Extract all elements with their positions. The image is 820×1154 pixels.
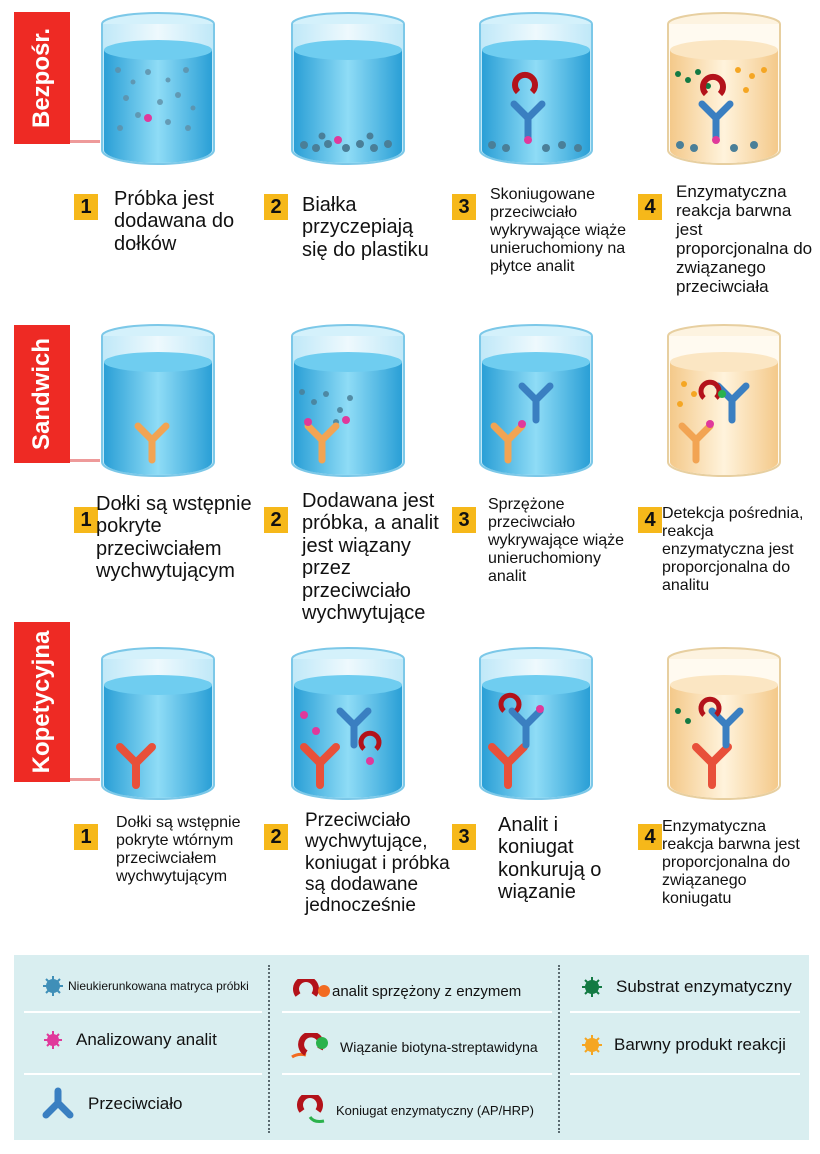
- step-number: 4: [638, 824, 662, 850]
- legend-label: Analizowany analit: [76, 1030, 217, 1049]
- colored-product-icon: [580, 1033, 604, 1057]
- step-number: 4: [638, 507, 662, 533]
- enzyme-conjugated-analyte-icon: [292, 979, 332, 1003]
- well-direct-3: [476, 10, 596, 170]
- step-number: 4: [638, 194, 662, 220]
- legend-item-substrate: [580, 975, 792, 999]
- tab-connector: [70, 778, 100, 781]
- legend-divider: [282, 1011, 552, 1013]
- row-label-sandwich: Sandwich: [28, 337, 55, 451]
- legend-item-conjugate: [296, 1095, 534, 1125]
- legend-label: Przeciwciało: [88, 1094, 183, 1113]
- legend-column-divider: [558, 965, 560, 1133]
- well-direct-1: [98, 10, 218, 170]
- legend-item-product: [580, 1033, 786, 1057]
- tab-connector: [70, 459, 100, 462]
- row-tab-direct: [14, 12, 70, 144]
- step-number: 1: [74, 194, 98, 220]
- legend-label: Koniugat enzymatyczny (AP/HRP): [336, 1102, 534, 1118]
- legend-item-matrix: [42, 975, 249, 997]
- analyte-icon: [42, 1029, 64, 1051]
- antibody-icon: [38, 1087, 78, 1121]
- row-label-direct: Bezpośr.: [28, 27, 55, 129]
- legend-divider: [24, 1011, 262, 1013]
- legend-item-antibody: [38, 1087, 182, 1121]
- legend-item-analyte: [42, 1029, 217, 1051]
- step-caption: Dołki są wstępnie pokryte przeciwciałem wychwytującym: [96, 493, 252, 583]
- step-number: 1: [74, 507, 98, 533]
- row-tab-competitive: [14, 622, 70, 782]
- step-caption: Detekcja pośrednia, reakcja enzymatyczna jest proporcjonalna do analitu: [662, 505, 804, 594]
- step-number: 3: [452, 507, 476, 533]
- step-number: 3: [452, 194, 476, 220]
- step-caption: Analit i koniugat konkurują o wiązanie: [498, 814, 602, 904]
- step-caption: Białka przyczepiają się do plastiku: [302, 194, 429, 261]
- row-label-competitive: Kopetycyjna: [28, 630, 55, 774]
- legend-label: Barwny produkt reakcji: [614, 1035, 786, 1054]
- tab-connector: [70, 140, 100, 143]
- step-caption: Sprzężone przeciwciało wykrywające wiąże unieruchomiony analit: [488, 496, 625, 585]
- legend-item-biotin: [290, 1033, 538, 1061]
- row-tab-sandwich: [14, 325, 70, 463]
- well-competitive-1: [98, 645, 218, 805]
- legend-label: Nieukierunkowana matryca próbki: [68, 979, 249, 993]
- legend-item-analyte-enzyme: [292, 979, 521, 1003]
- step-caption: Próbka jest dodawana do dołków: [114, 188, 235, 255]
- legend-label: Substrat enzymatyczny: [616, 977, 792, 996]
- well-sandwich-2: [288, 322, 408, 482]
- enzyme-conjugate-icon: [296, 1095, 332, 1125]
- step-caption: Przeciwciało wychwytujące, koniugat i próbka są dodawane jednocześnie: [305, 810, 450, 917]
- step-number: 1: [74, 824, 98, 850]
- step-caption: Enzymatyczna reakcja barwna jest proporcjonalna do związanego przeciwciała: [676, 182, 813, 297]
- step-caption: Skoniugowane przeciwciało wykrywające wiąże unieruchomiony na płytce analit: [490, 186, 627, 275]
- well-competitive-2: [288, 645, 408, 805]
- legend-divider: [570, 1011, 800, 1013]
- legend-divider: [282, 1073, 552, 1075]
- legend-divider: [570, 1073, 800, 1075]
- legend-label: analit sprzężony z enzymem: [332, 982, 522, 1000]
- biotin-streptavidin-icon: [290, 1033, 338, 1061]
- legend-label: Wiązanie biotyna-streptawidyna: [340, 1039, 538, 1055]
- step-number: 2: [264, 824, 288, 850]
- well-competitive-3: [476, 645, 596, 805]
- well-sandwich-1: [98, 322, 218, 482]
- step-number: 3: [452, 824, 476, 850]
- step-caption: Dodawana jest próbka, a analit jest wiązany przez przeciwciało wychwytujące: [302, 490, 439, 624]
- step-caption: Dołki są wstępnie pokryte wtórnym przeciwciałem wychwytującym: [116, 814, 241, 885]
- matrix-particle-icon: [42, 975, 64, 997]
- well-direct-2: [288, 10, 408, 170]
- step-caption: Enzymatyczna reakcja barwna jest proporcjonalna do związanego koniugatu: [662, 818, 800, 907]
- legend-column-divider: [268, 965, 270, 1133]
- well-direct-4: [664, 10, 784, 170]
- substrate-icon: [580, 975, 604, 999]
- step-number: 2: [264, 507, 288, 533]
- well-competitive-4: [664, 645, 784, 805]
- step-number: 2: [264, 194, 288, 220]
- legend: [14, 955, 809, 1140]
- well-sandwich-3: [476, 322, 596, 482]
- legend-divider: [24, 1073, 262, 1075]
- well-sandwich-4: [664, 322, 784, 482]
